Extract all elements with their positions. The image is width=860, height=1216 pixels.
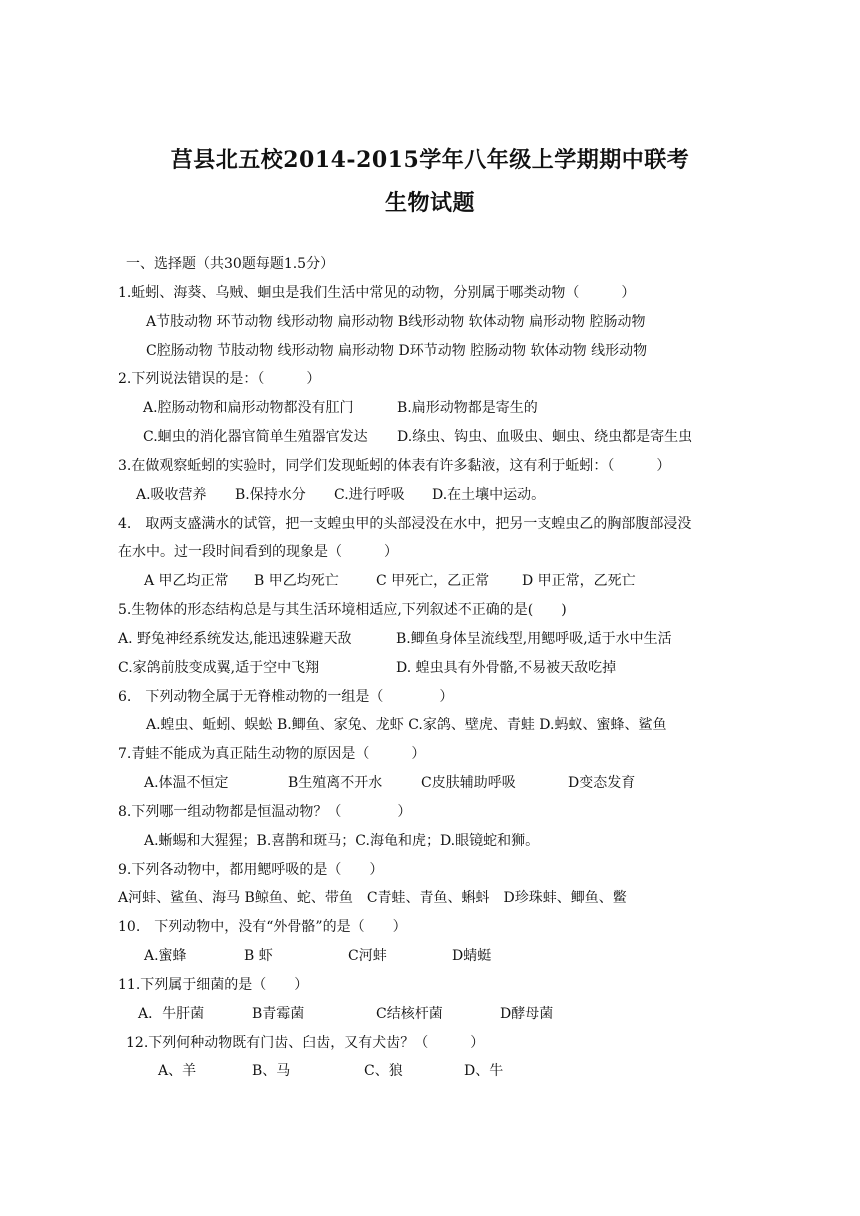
option-c: C.蛔虫的消化器官简单生殖器官发达 bbox=[143, 429, 368, 445]
question-1-stem: 1.蚯蚓、海葵、乌贼、蛔虫是我们生活中常见的动物，分别属于哪类动物（ ） bbox=[118, 285, 636, 301]
question-12-stem: 12.下列何种动物既有门齿、臼齿，又有犬齿？（ ） bbox=[126, 1035, 485, 1051]
question-1-options-ab: A节肢动物 环节动物 线形动物 扁形动物 B线形动物 软体动物 扁形动物 腔肠动物 bbox=[146, 314, 646, 330]
option-a: A．牛肝菌 bbox=[138, 1006, 205, 1022]
option-b: B、马 bbox=[252, 1063, 291, 1079]
question-4-stem-line2: 在水中。过一段时间看到的现象是（ ） bbox=[118, 544, 398, 560]
option-d: D蜻蜓 bbox=[452, 948, 492, 964]
option-a: A.吸收营养 bbox=[136, 487, 207, 503]
question-8-stem: 8.下列哪一组动物都是恒温动物？（ ） bbox=[118, 804, 412, 820]
option-b: B.保持水分 bbox=[235, 487, 306, 503]
option-b: B 甲乙均死亡 bbox=[254, 573, 339, 589]
option-a: A.腔肠动物和扁形动物都没有肛门 bbox=[143, 400, 354, 416]
option-c: C结核杆菌 bbox=[376, 1006, 443, 1022]
question-8-options: A.蜥蜴和大猩猩；B.喜鹊和斑马；C.海龟和虎；D.眼镜蛇和狮。 bbox=[144, 833, 540, 849]
option-a: A. 野兔神经系统发达,能迅速躲避天敌 bbox=[118, 631, 352, 647]
option-d: D酵母菌 bbox=[500, 1006, 554, 1022]
option-a: A、羊 bbox=[158, 1063, 197, 1079]
option-a: A 甲乙均正常 bbox=[144, 573, 229, 589]
question-11-stem: 11.下列属于细菌的是（ ） bbox=[118, 977, 309, 993]
question-4-stem-line1: 4. 取两支盛满水的试管，把一支蝗虫甲的头部浸没在水中，把另一支蝗虫乙的胸部腹部浸没 bbox=[118, 516, 692, 532]
option-b: B.鲫鱼身体呈流线型,用鳃呼吸,适于水中生活 bbox=[396, 631, 672, 647]
question-3-stem: 3.在做观察蚯蚓的实验时，同学们发现蚯蚓的体表有许多黏液，这有利于蚯蚓：（ ） bbox=[118, 458, 671, 474]
option-d: D. 蝗虫具有外骨骼,不易被天敌吃掉 bbox=[396, 660, 617, 676]
question-6-stem: 6. 下列动物全属于无脊椎动物的一组是（ ） bbox=[118, 689, 454, 705]
option-d: D.绦虫、钩虫、血吸虫、蛔虫、绕虫都是寄生虫 bbox=[397, 429, 693, 445]
option-b: B.扁形动物都是寄生的 bbox=[397, 400, 538, 416]
question-2-stem: 2.下列说法错误的是：（ ） bbox=[118, 371, 321, 387]
option-b: B青霉菌 bbox=[252, 1006, 305, 1022]
question-7-stem: 7.青蛙不能成为真正陆生动物的原因是（ ） bbox=[118, 746, 426, 762]
question-9-stem: 9.下列各动物中，都用鳃呼吸的是（ ） bbox=[118, 862, 384, 878]
question-9-options: A河蚌、鲨鱼、海马 B鲸鱼、蛇、带鱼 C青蛙、青鱼、蝌蚪 D珍珠蚌、鲫鱼、鳖 bbox=[118, 890, 627, 906]
exam-subject-title: 生物试题 bbox=[384, 190, 475, 216]
option-d: D.在土壤中运动。 bbox=[432, 487, 546, 503]
question-6-options: A.蝗虫、蚯蚓、蜈蚣 B.鲫鱼、家兔、龙虾 C.家鸽、壁虎、青蛙 D.蚂蚁、蜜蜂、鲨鱼 bbox=[146, 717, 667, 733]
option-c: C.家鸽前肢变成翼,适于空中飞翔 bbox=[118, 660, 320, 676]
option-d: D变态发育 bbox=[568, 775, 636, 791]
option-c: C 甲死亡，乙正常 bbox=[376, 573, 490, 589]
question-10-stem: 10. 下列动物中，没有“外骨骼”的是（ ） bbox=[118, 919, 407, 935]
option-a: A.体温不恒定 bbox=[144, 775, 229, 791]
option-c: C河蚌 bbox=[348, 948, 387, 964]
option-d: D 甲正常，乙死亡 bbox=[522, 573, 636, 589]
question-1-options-cd: C腔肠动物 节肢动物 线形动物 扁形动物 D环节动物 腔肠动物 软体动物 线形动物 bbox=[146, 343, 648, 359]
option-c: C皮肤辅助呼吸 bbox=[421, 775, 516, 791]
option-a: A.蜜蜂 bbox=[144, 948, 187, 964]
option-c: C.进行呼吸 bbox=[334, 487, 405, 503]
option-b: B生殖离不开水 bbox=[288, 775, 383, 791]
section-header: 一、选择题（共30题每题1.5分） bbox=[126, 256, 335, 272]
option-b: B 虾 bbox=[244, 948, 273, 964]
option-d: D、牛 bbox=[464, 1063, 504, 1079]
option-c: C、狼 bbox=[364, 1063, 403, 1079]
exam-title: 莒县北五校2014-2015学年八年级上学期期中联考 bbox=[170, 147, 690, 173]
question-5-stem: 5.生物体的形态结构总是与其生活环境相适应,下列叙述不正确的是( ) bbox=[118, 602, 567, 618]
